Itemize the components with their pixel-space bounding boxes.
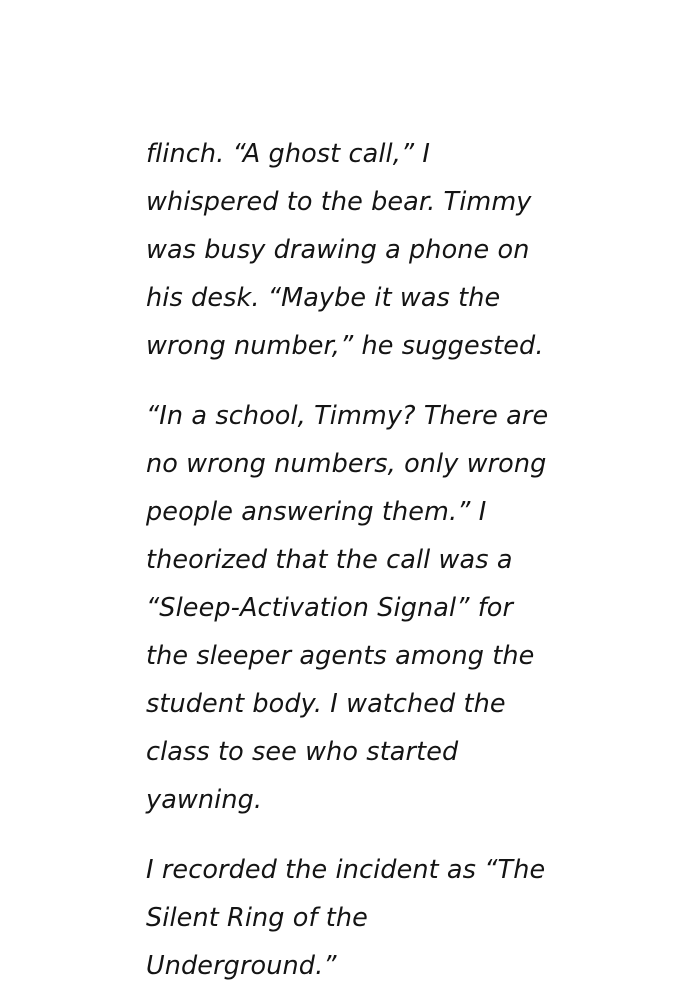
paragraph: I recorded the incident as “The Silent Ring of the Underground.” (146, 855, 554, 981)
paragraph: flinch. “A ghost call,” I whispered to the bear. Timmy was busy drawing a phone on his desk. “Maybe it was the wrong number,” he suggested. (146, 139, 544, 361)
document-body (146, 130, 559, 990)
paragraph: “In a school, Timmy? There are no wrong numbers, only wrong people answering them.” I theorized that the call was a “Sleep-Activation Signal” for the sleeper agents among the student body. I watched the class to see who started yawning. (146, 401, 557, 815)
